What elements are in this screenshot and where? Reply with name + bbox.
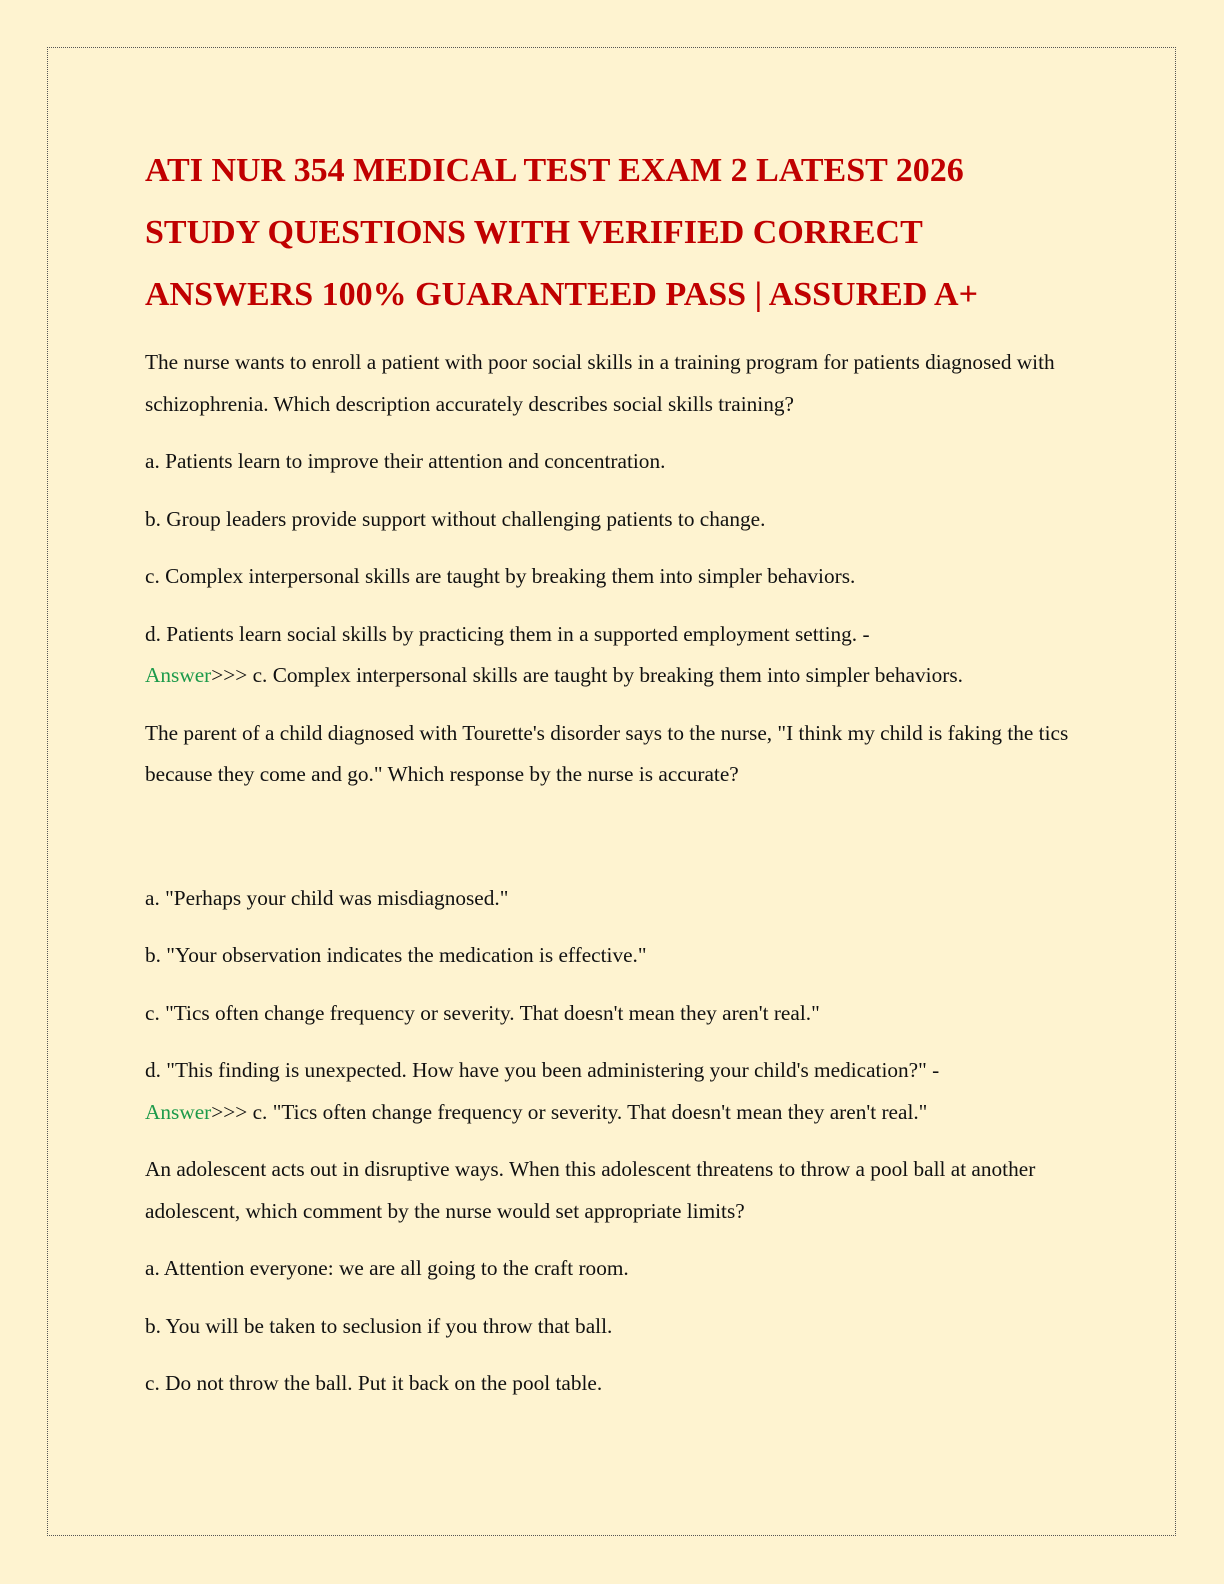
question-1-answer-text: >>> c. Complex interpersonal skills are taught by breaking them into simpler behaviors. [211, 663, 963, 687]
document-content [145, 140, 1085, 1421]
question-1-option-d-with-answer [145, 614, 1085, 697]
question-3-option-b: b. You will be taken to seclusion if you throw that ball. [145, 1313, 613, 1338]
question-1-option-b: b. Group leaders provide support without challenging patients to change. [145, 506, 766, 531]
question-2-option-d-with-answer [145, 1050, 1085, 1133]
question-3-option-c: c. Do not throw the ball. Put it back on the pool table. [145, 1371, 603, 1395]
question-2-option-d: d. "This finding is unexpected. How have you been administering your child's medication?" - [145, 1058, 940, 1082]
question-1-answer-label: Answer [145, 663, 212, 687]
question-1-option-c: c. Complex interpersonal skills are taught by breaking them into simpler behaviors. [145, 564, 856, 588]
question-3-option-a: a. Attention everyone: we are all going to the craft room. [145, 1256, 629, 1280]
question-2-answer-label: Answer [145, 1099, 212, 1124]
question-2-stem: The parent of a child diagnosed with Tourette's disorder says to the nurse, "I think my child is faking the tics because they come and go." Which response by the nurse is accurate? [145, 720, 1069, 786]
question-2-option-b: b. "Your observation indicates the medication is effective." [145, 943, 647, 967]
question-3-stem: An adolescent acts out in disruptive ways. When this adolescent threatens to throw a pool ball at another adolescent, which comment by the nurse would set appropriate limits? [145, 1157, 1036, 1223]
question-1-option-d: d. Patients learn social skills by practicing them in a supported employment setting. - [145, 621, 870, 646]
question-1-option-a: a. Patients learn to improve their attention and concentration. [145, 449, 666, 473]
question-1-stem: The nurse wants to enroll a patient with poor social skills in a training program for patients diagnosed with schizophrenia. Which description accurately describes social skills training? [145, 350, 1055, 416]
question-2-answer-text: >>> c. "Tics often change frequency or severity. That doesn't mean they aren't real." [211, 1099, 928, 1124]
question-2-option-a: a. "Perhaps your child was misdiagnosed." [145, 885, 509, 910]
question-list [145, 342, 1085, 1405]
document-title: ATI NUR 354 MEDICAL TEST EXAM 2 LATEST 2026 STUDY QUESTIONS WITH VERIFIED CORRECT ANSWERS 100% GUARANTEED PASS | ASSURED A+ [145, 152, 978, 313]
question-2-option-c: c. "Tics often change frequency or severity. That doesn't mean they aren't real." [145, 1000, 820, 1025]
